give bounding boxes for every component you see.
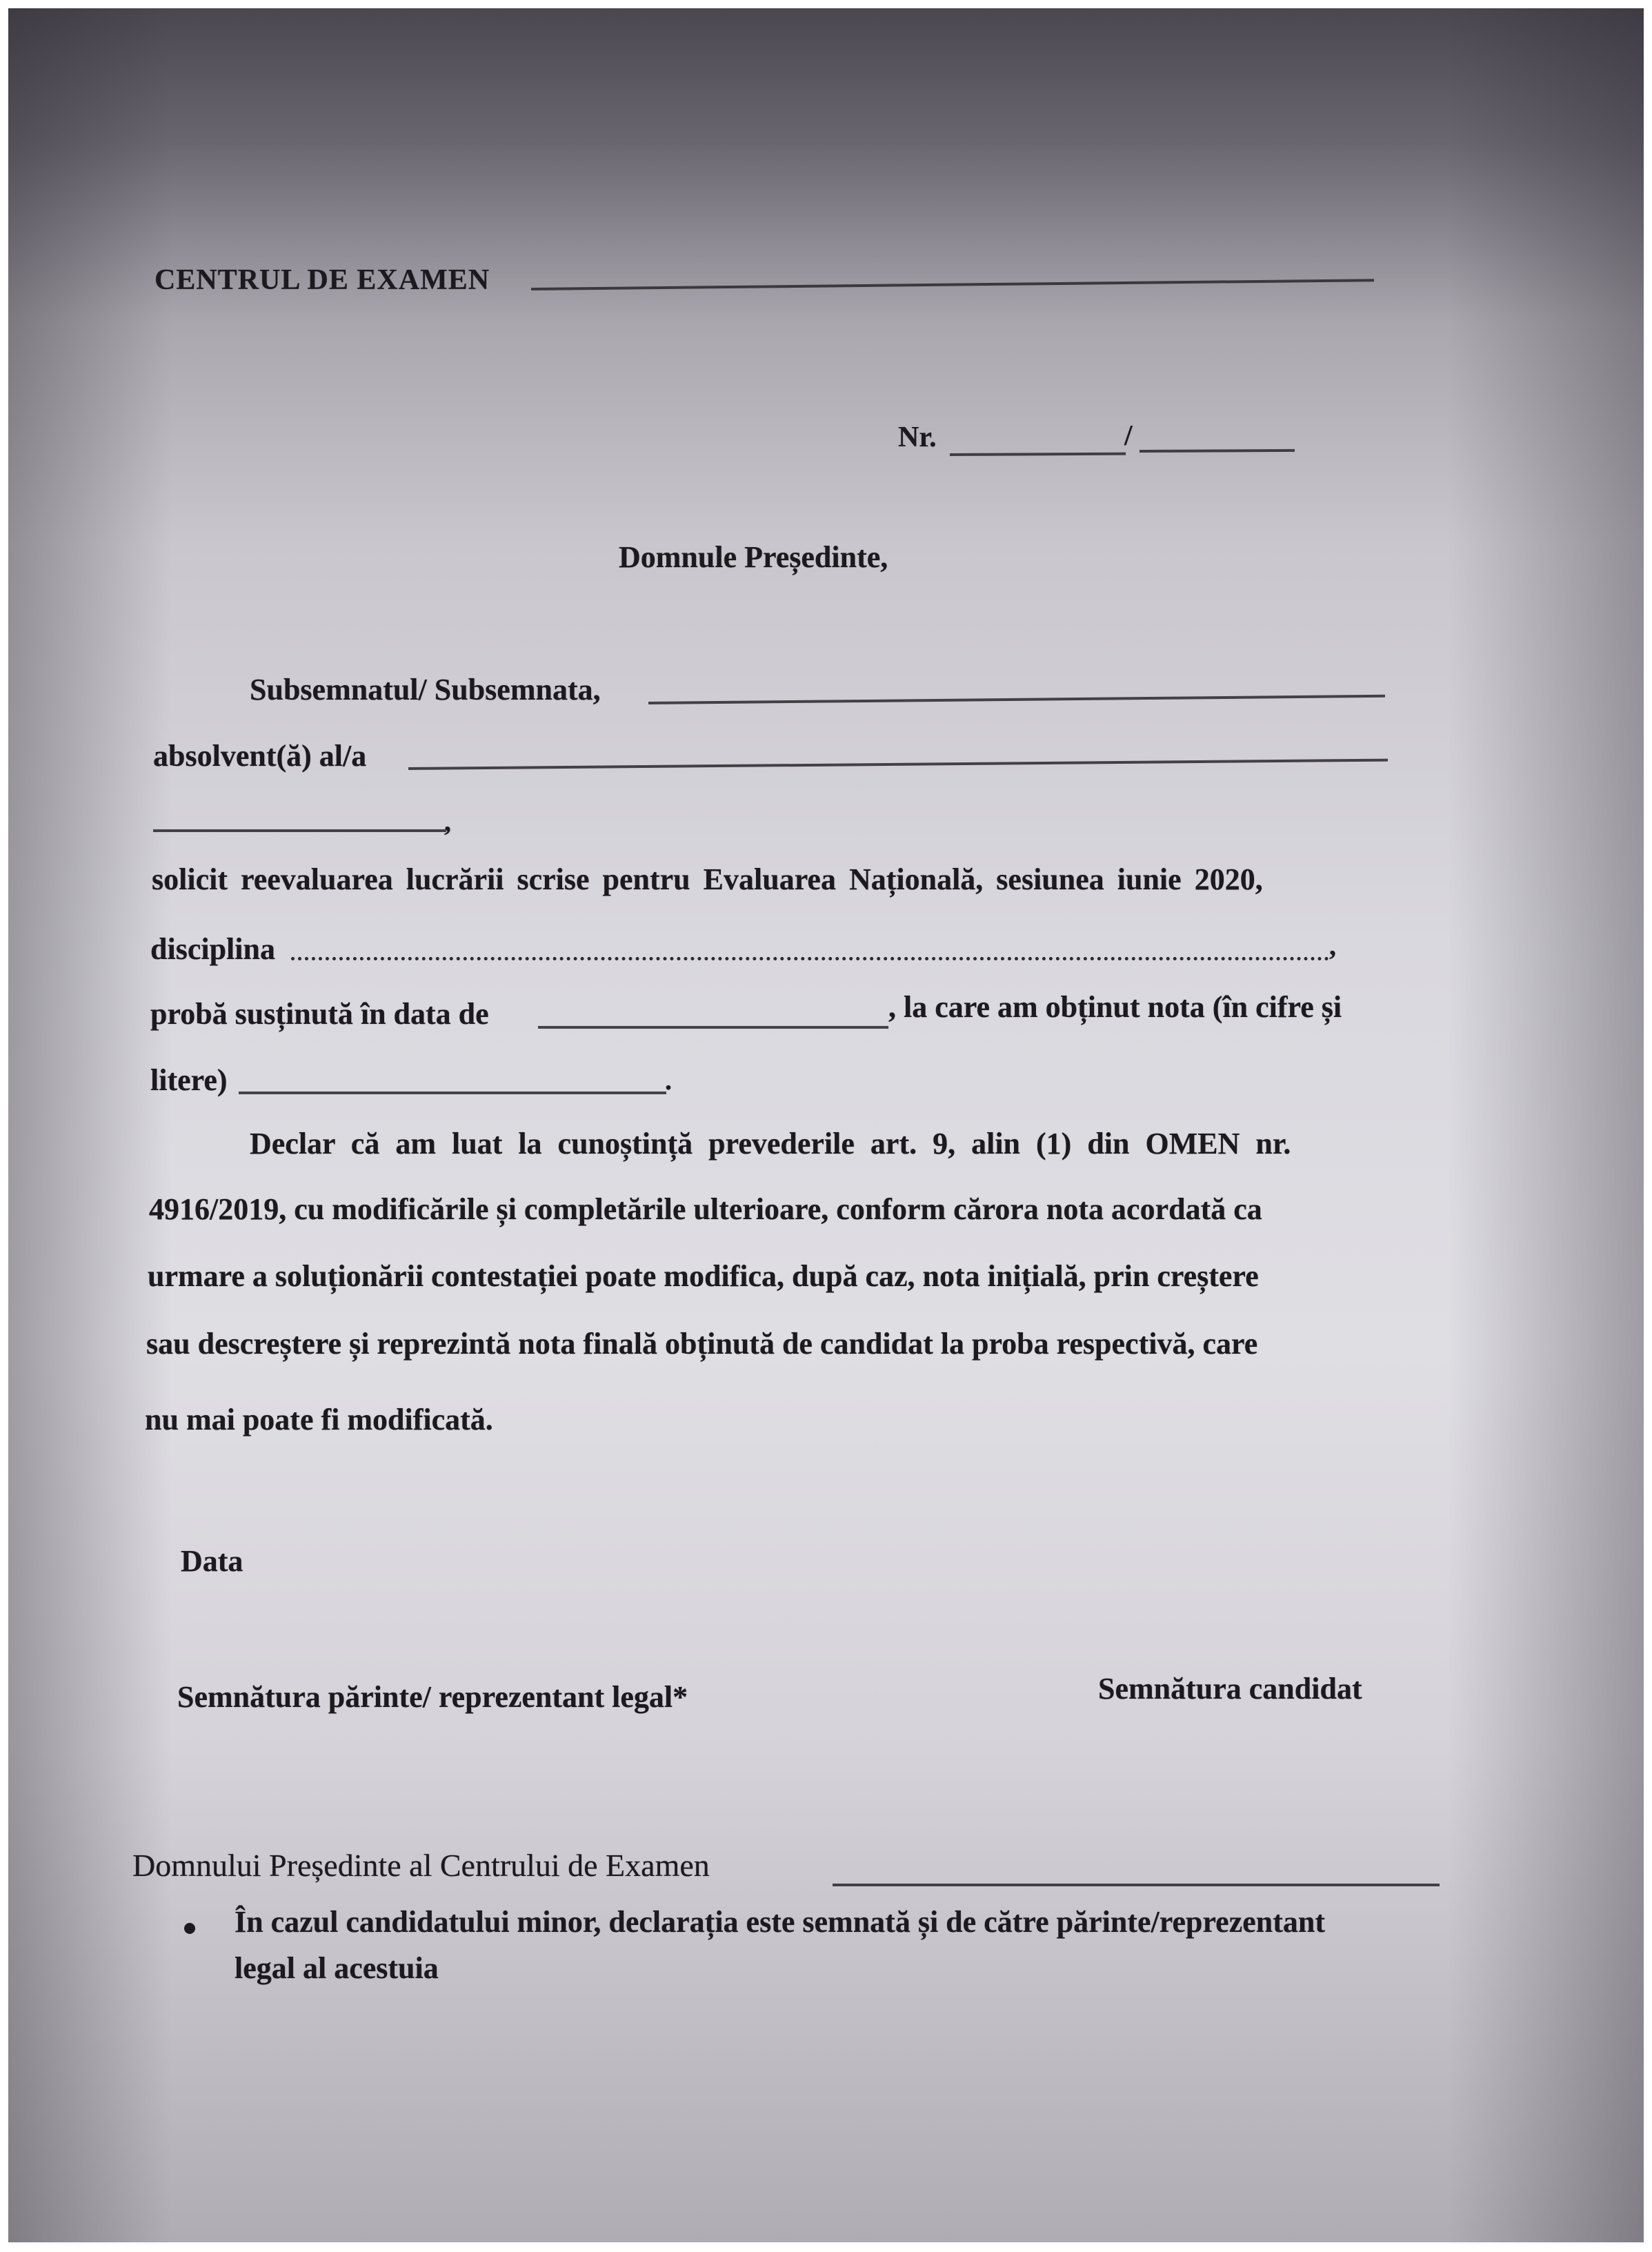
bullet-icon bbox=[184, 1923, 195, 1934]
undersigned-name-field[interactable] bbox=[648, 695, 1385, 704]
exam-center-president-field[interactable] bbox=[833, 1884, 1440, 1886]
number-label: Nr. bbox=[898, 422, 937, 453]
discipline-label: disciplina bbox=[150, 932, 275, 966]
registration-date-field[interactable] bbox=[1140, 449, 1295, 453]
grade-intro: , la care am obținut nota (în cifre și bbox=[888, 990, 1342, 1024]
minor-note-line-2: legal al acestuia bbox=[235, 1951, 439, 1985]
graduate-label: absolvent(ă) al/a bbox=[153, 739, 367, 773]
number-separator: / bbox=[1124, 420, 1133, 452]
registration-number-field[interactable] bbox=[950, 453, 1126, 456]
parent-signature-label: Semnătura părinte/ reprezentant legal* bbox=[177, 1680, 688, 1714]
minor-note-line-1: În cazul candidatului minor, declarația este semnată și de către părinte/reprezentant bbox=[235, 1905, 1326, 1939]
exam-center-label: CENTRUL DE EXAMEN bbox=[155, 264, 490, 296]
declaration-line-4: sau descreștere și reprezintă nota finală obținută de candidat la proba respectivă, care bbox=[146, 1327, 1258, 1361]
request-line: solicit reevaluarea lucrării scrise pentru Evaluarea Națională, sesiunea iunie 2020, bbox=[152, 862, 1263, 896]
undersigned-label: Subsemnatul/ Subsemnata, bbox=[250, 673, 601, 707]
exam-date-field[interactable] bbox=[538, 1026, 888, 1029]
blank-line-end: , bbox=[444, 806, 451, 837]
declaration-line-1: Declar că am luat la cunoștință prevederile art. 9, alin (1) din OMEN nr. bbox=[250, 1127, 1291, 1160]
graduate-school-field[interactable] bbox=[408, 759, 1388, 770]
date-label: Data bbox=[181, 1544, 243, 1578]
discipline-end: , bbox=[1329, 930, 1336, 961]
exam-center-field[interactable] bbox=[531, 279, 1374, 290]
graduate-school-field-continued[interactable] bbox=[153, 829, 446, 832]
grade-end: . bbox=[665, 1065, 672, 1096]
grade-letters-label: litere) bbox=[150, 1063, 228, 1097]
discipline-field[interactable] bbox=[291, 957, 1329, 960]
declaration-line-2: 4916/2019, cu modificările și completările ulterioare, conform cărora nota acordată ca bbox=[149, 1192, 1262, 1226]
salutation: Domnule Președinte, bbox=[619, 540, 888, 574]
grade-field[interactable] bbox=[239, 1092, 666, 1094]
addressee-label: Domnului Președinte al Centrului de Examen bbox=[132, 1848, 710, 1883]
candidate-signature-label: Semnătura candidat bbox=[1098, 1672, 1362, 1706]
declaration-line-5: nu mai poate fi modificată. bbox=[145, 1403, 493, 1436]
exam-date-label: probă susținută în data de bbox=[150, 997, 489, 1031]
declaration-line-3: urmare a soluționării contestației poate modifica, după caz, nota inițială, prin creștere bbox=[148, 1259, 1259, 1293]
document-photo bbox=[8, 8, 1644, 2242]
